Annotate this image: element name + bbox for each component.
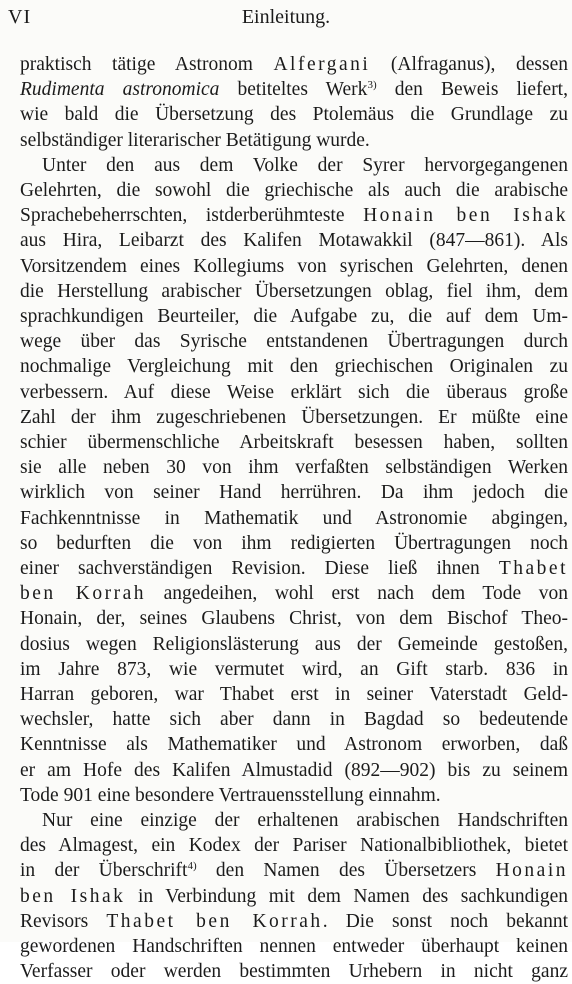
text-segment: betiteltes Werk — [219, 79, 368, 101]
text-line — [42, 808, 568, 833]
text-line — [20, 531, 568, 556]
text-line — [20, 581, 568, 606]
text-line — [20, 959, 568, 984]
text-segment: Gelehrten, die sowohl die griechische als auch die arabische — [20, 180, 568, 201]
text-segment: . Die sonst noch bekannt — [322, 910, 568, 932]
text-line — [20, 632, 568, 657]
text-line — [20, 430, 568, 455]
text-line — [20, 77, 568, 102]
page-number: VI — [8, 6, 32, 28]
spaced-name: Alfergani — [273, 54, 371, 75]
text-line — [20, 657, 568, 682]
italic-title: Rudimenta astronomica — [20, 79, 220, 101]
text-line — [20, 405, 568, 430]
spaced-name: Thabet — [498, 558, 568, 579]
spaced-name: ben Korrah — [20, 583, 146, 605]
page-header — [8, 6, 564, 34]
text-segment: wechsler, hatte sich aber dann in Bagdad so bedeutende — [20, 709, 568, 731]
text-line — [20, 178, 568, 203]
text-line — [20, 606, 568, 631]
text-segment: schier übermenschliche Arbeitskraft besessen haben, sollten — [20, 432, 568, 453]
text-segment: Zahl der ihm zugeschriebenen Übersetzungen. Er müßte eine — [20, 406, 568, 428]
text-segment: in der Überschrift — [20, 860, 188, 882]
text-segment: Vorsitzendem eines Kollegiums von syrischen Gelehrten, denen — [20, 255, 568, 277]
text-line — [20, 732, 568, 757]
text-segment: im Jahre 873, wie vermutet wird, an Gift starb. 836 in — [20, 658, 568, 680]
text-line — [42, 153, 568, 178]
running-title: Einleitung. — [241, 6, 331, 28]
text-segment: aus Hira, Leibarzt des Kalifen Motawakkil (847—861). Als — [20, 230, 568, 252]
text-segment: den Namen des Übersetzers — [196, 860, 496, 882]
text-line — [20, 758, 568, 783]
text-segment: Tode 901 eine besondere Vertrauensstellung einnahm. — [20, 784, 441, 806]
text-line — [20, 228, 568, 253]
text-segment: Verfasser oder werden bestimmten Urhebern in nicht ganz — [20, 961, 568, 983]
text-line — [20, 909, 568, 934]
text-line — [20, 354, 568, 379]
text-segment: einer sachverständigen Revision. Diese ließ ihnen — [20, 558, 499, 579]
text-line — [20, 254, 568, 279]
text-line — [20, 556, 568, 581]
spaced-name: ben Ishak — [20, 885, 126, 907]
text-line — [20, 329, 568, 354]
text-line — [20, 682, 568, 707]
text-segment: Unter den aus dem Volke der Syrer hervorgegangenen — [42, 154, 568, 176]
text-line — [20, 884, 568, 909]
text-line — [20, 506, 568, 531]
text-segment: wirklich von seiner Hand herrühren. Da ihm jedoch die — [20, 482, 568, 504]
text-line — [20, 304, 568, 329]
spaced-name: Honain — [495, 860, 568, 882]
text-segment: dosius wegen Religionslästerung aus der Gemeinde gestoßen, — [20, 633, 568, 655]
text-line — [20, 102, 568, 127]
text-segment: Harran geboren, war Thabet erst in seiner Vaterstadt Geld- — [20, 684, 568, 705]
spaced-name: Thabet ben Korrah — [106, 910, 323, 932]
text-line — [20, 279, 568, 304]
text-segment: selbständiger literarischer Betätigung wurde. — [20, 129, 370, 151]
text-line — [20, 934, 568, 959]
text-segment: nochmalige Vergleichung mit den griechischen Originalen zu — [20, 356, 568, 378]
text-segment: sprachkundigen Beurteiler, die Aufgabe zu, die auf dem Um- — [20, 306, 568, 327]
text-line — [20, 380, 568, 405]
text-segment: (Alfraganus), dessen — [370, 54, 568, 75]
footnote-marker: 3) — [367, 79, 377, 92]
text-segment: Sprachebeherrschten, istderberühmteste — [20, 205, 364, 227]
text-segment: angedeihen, wohl erst nach dem Tode von — [145, 583, 568, 605]
text-segment: er am Hofe des Kalifen Almustadid (892—902) bis zu seinem — [20, 759, 568, 781]
text-line — [20, 455, 568, 480]
text-line — [20, 783, 568, 808]
text-segment: sie alle neben 30 von ihm verfaßten selbständigen Werken — [20, 457, 568, 479]
text-segment: in Verbindung mit dem Namen des sachkundigen — [125, 885, 568, 907]
text-segment: Honain, der, seines Glaubens Christ, von dem Bischof Theo- — [20, 608, 568, 630]
text-segment: den Beweis liefert, — [376, 79, 568, 101]
text-line — [20, 52, 568, 77]
text-line — [20, 480, 568, 505]
text-line — [20, 858, 568, 883]
text-line — [20, 833, 568, 858]
text-segment: wie bald die Übersetzung des Ptolemäus die Grundlage zu — [20, 104, 568, 126]
text-segment: Fachkenntnisse in Mathematik und Astronomie abgingen, — [20, 507, 568, 529]
text-segment: Nur eine einzige der erhaltenen arabischen Handschriften — [42, 810, 568, 831]
text-segment: des Almagest, ein Kodex der Pariser Nationalbibliothek, bietet — [20, 835, 568, 857]
spaced-name: Honain ben Ishak — [363, 205, 568, 227]
text-segment: Kenntnisse als Mathematiker und Astronom erworben, daß — [20, 734, 568, 756]
text-segment: praktisch tätige Astronom — [20, 54, 274, 75]
text-segment: so bedurften die von ihm redigierten Übertragungen noch — [20, 532, 568, 554]
text-segment: wege über das Syrische entstandenen Übertragungen durch — [20, 331, 568, 353]
text-segment: die Herstellung arabischer Übersetzungen oblag, fiel ihm, dem — [20, 280, 568, 302]
footnote-marker: 4) — [187, 860, 197, 873]
text-line — [20, 707, 568, 732]
text-line — [20, 128, 568, 153]
text-segment: gewordenen Handschriften nennen entweder überhaupt keinen — [20, 936, 568, 957]
text-line — [20, 203, 568, 228]
text-segment: verbessern. Auf diese Weise erklärt sich die überaus große — [20, 381, 568, 403]
text-segment: Revisors — [20, 910, 107, 932]
